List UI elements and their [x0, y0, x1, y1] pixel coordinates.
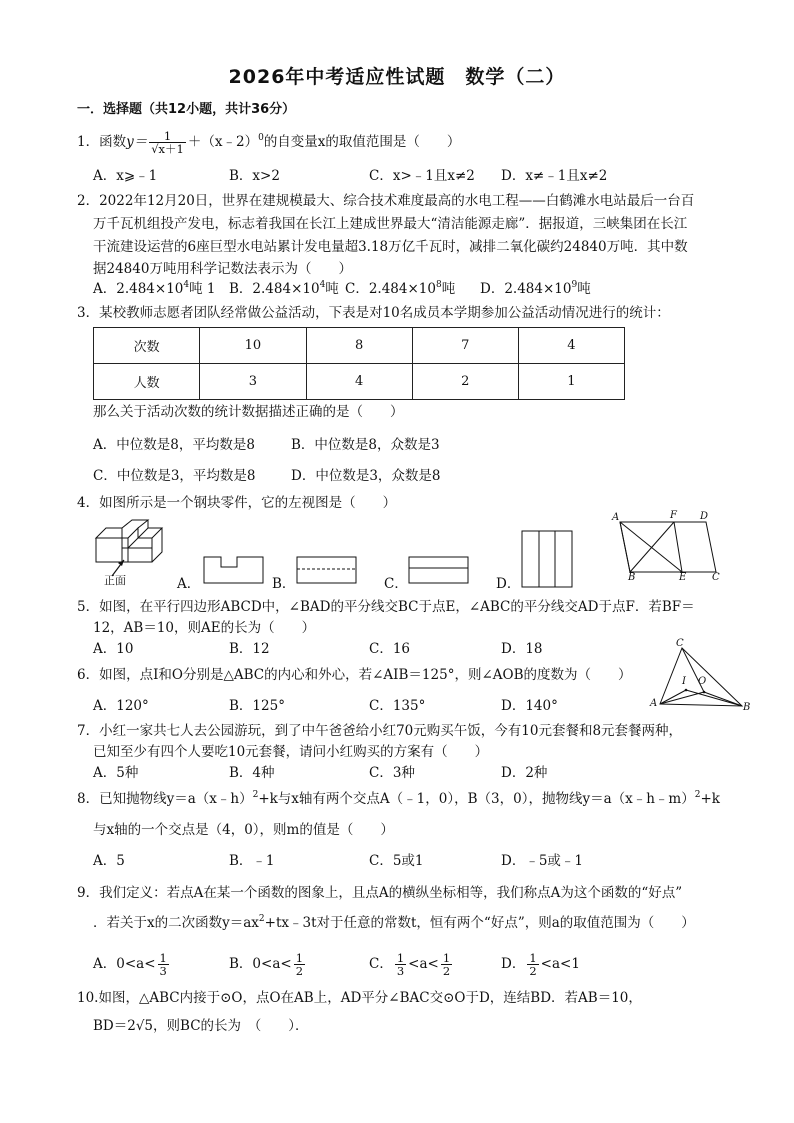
q4-option-c-label[interactable]: C． — [384, 576, 408, 592]
q1-option-d[interactable]: D．x≠﹣1且x≠2 — [501, 168, 608, 184]
q2-option-d[interactable]: D．$2.484\times 10^9$吨 — [480, 280, 591, 297]
q2-option-c[interactable]: C．$2.484\times 10^8$吨 — [345, 280, 456, 297]
question-9-line2: ．若关于x的二次函数$y=ax^2+tx﹣3t$对于任意的常数t，恒有两个“好点”，则a的取值范围为（ ） — [93, 914, 695, 931]
question-10-line1: 10.如图，△ABC内接于⊙O，点O在AB上，AD平分∠BAC交⊙O于D，连结BD．若AB＝10， — [77, 990, 642, 1006]
q1-option-a[interactable]: A．x⩾﹣1 — [93, 168, 158, 184]
table-row — [94, 364, 625, 400]
question-7-line1: 7．小红一家共七人去公园游玩，到了中午爸爸给小红70元购买午饭，今有10元套餐和8元套餐两种， — [77, 723, 683, 739]
fig-label-e: E — [679, 572, 687, 583]
q1-frac-den: √x＋1 — [151, 142, 184, 156]
fig-label-f: F — [670, 510, 677, 521]
question-2-line4: 据24840万吨用科学记数法表示为（ ） — [93, 261, 352, 277]
q5-option-b[interactable]: B．12 — [229, 641, 270, 657]
section-heading: 一．选择题（共12小题，共计36分） — [77, 102, 296, 117]
question-2-line1: 2．2022年12月20日，世界在建规模最大、综合技术难度最高的水电工程——白鹤滩水电站最后一台百 — [77, 193, 695, 209]
q1-option-b[interactable]: B．x>2 — [229, 168, 280, 184]
q7-option-a[interactable]: A．5种 — [93, 765, 139, 781]
table-cell: 3 — [200, 364, 306, 400]
fig-label-a: A — [650, 698, 658, 709]
table-cell: 7 — [412, 328, 518, 364]
q6-option-d[interactable]: D．140° — [501, 698, 558, 714]
exam-title: 2026年中考适应性试题 数学（二） — [228, 66, 566, 88]
front-label: 正面 — [104, 574, 126, 587]
q6-option-b[interactable]: B．125° — [229, 698, 285, 714]
fig-label-a: A — [612, 512, 620, 523]
q7-option-c[interactable]: C．3种 — [369, 765, 415, 781]
table-row — [94, 328, 625, 364]
q8-option-d[interactable]: D．﹣5或﹣1 — [501, 853, 584, 869]
q1-post: 的自变量x的取值范围是（ ） — [263, 134, 461, 150]
q8-option-c[interactable]: C．5或1 — [369, 853, 424, 869]
stats-table — [93, 327, 625, 400]
triangle-figure — [650, 636, 754, 716]
q3-option-c[interactable]: C．中位数是3，平均数是8 — [93, 468, 256, 484]
q8-option-b[interactable]: B．﹣1 — [229, 853, 275, 869]
question-2-line2: 万千瓦机组投产发电，标志着我国在长江上建成世界最大“清洁能源走廊”．据报道，三峡集团在长江 — [93, 216, 688, 232]
q4-option-d-label[interactable]: D． — [496, 576, 521, 592]
fig-label-o: O — [698, 676, 707, 687]
parallelogram-figure — [606, 510, 726, 586]
question-9-line1: 9．我们定义：若点A在某一个函数的图象上，且点A的横纵坐标相等，我们称点A为这个函数的“好点” — [77, 885, 683, 901]
table-cell: 2 — [412, 364, 518, 400]
question-10-line2: BD＝2√5，则BC的长为 （ ）． — [93, 1018, 309, 1034]
question-3-question: 那么关于活动次数的统计数据描述正确的是（ ） — [93, 404, 404, 420]
fig-label-b: B — [628, 572, 636, 583]
question-8-line1: 8．已知抛物线y＝a（x﹣h）$^2$+k与x轴有两个交点A（﹣1，0），B（3，0），抛物线y＝a（x﹣h﹣m）$^2$+k — [77, 790, 720, 807]
q3-option-b[interactable]: B．中位数是8，众数是3 — [291, 437, 440, 453]
q1-y: y＝ — [126, 134, 148, 150]
q4-option-d-view[interactable] — [521, 530, 573, 588]
q6-option-c[interactable]: C．135° — [369, 698, 426, 714]
fig-label-d: D — [700, 511, 709, 522]
q5-option-a[interactable]: A．10 — [93, 641, 134, 657]
q4-option-c-view[interactable] — [408, 555, 470, 585]
q9-option-d[interactable]: D． $\frac{1}{2}$ <a<1 — [501, 951, 580, 978]
question-7-line2: 已知至少有四个人要吃10元套餐，请问小红购买的方案有（ ） — [93, 744, 489, 760]
q2-option-b[interactable]: B．$2.484\times 10^4$吨 — [229, 280, 339, 297]
question-1-stem — [77, 130, 460, 155]
q9-option-a[interactable]: A．0<a< $\frac{1}{3}$ — [93, 951, 167, 978]
table-cell: 8 — [306, 328, 412, 364]
q3-option-a[interactable]: A．中位数是8，平均数是8 — [93, 437, 255, 453]
q2-option-a[interactable]: A．$2.484\times 10^4$吨 1 — [93, 280, 216, 297]
q4-option-b-view[interactable] — [296, 555, 358, 585]
q5-option-d[interactable]: D．18 — [501, 641, 543, 657]
q1-mid: ＋（x﹣2） — [187, 134, 259, 150]
question-8-line2: 与x轴的一个交点是（4，0），则m的值是（ ） — [93, 822, 394, 838]
question-5-line2: 12，AB＝10，则AE的长为（ ） — [93, 620, 316, 636]
q7-option-d[interactable]: D．2种 — [501, 765, 548, 781]
q1-exp: 0 — [258, 133, 264, 143]
q1-frac-num: 1 — [149, 130, 186, 143]
question-4-stem: 4．如图所示是一个钢块零件，它的左视图是（ ） — [77, 495, 397, 511]
table-cell: 1 — [518, 364, 624, 400]
q9-option-c[interactable]: C． $\frac{1}{3}$ <a< $\frac{1}{2}$ — [369, 951, 451, 978]
q7-option-b[interactable]: B．4种 — [229, 765, 275, 781]
fig-label-b: B — [743, 702, 751, 713]
table-cell: 10 — [200, 328, 306, 364]
q1-pre: 1．函数 — [77, 134, 127, 150]
q1-fraction — [149, 130, 186, 155]
q8-option-a[interactable]: A．5 — [93, 853, 125, 869]
q6-option-a[interactable]: A．120° — [93, 698, 149, 714]
fig-label-c: C — [712, 572, 720, 583]
row-header-people: 人数 — [94, 364, 200, 400]
fig-label-i: I — [682, 676, 686, 687]
q5-option-c[interactable]: C．16 — [369, 641, 411, 657]
fig-label-c: C — [676, 638, 684, 649]
question-2-line3: 干流建设运营的6座巨型水电站累计发电量超3.18万亿千瓦时，减排二氧化碳约24840万吨．其中数 — [93, 239, 688, 255]
q1-option-c[interactable]: C．x>﹣1且x≠2 — [369, 168, 475, 184]
question-5-line1: 5．如图，在平行四边形ABCD中，∠BAD的平分线交BC于点E，∠ABC的平分线交AD于点F．若BF＝ — [77, 599, 695, 615]
steel-block-figure — [92, 516, 168, 586]
table-cell: 4 — [518, 328, 624, 364]
q4-option-a-view[interactable] — [203, 555, 265, 585]
question-6-line1: 6．如图，点I和O分别是△ABC的内心和外心，若∠AIB＝125°，则∠AOB的度数为（ ） — [77, 667, 632, 683]
q4-option-b-label[interactable]: B． — [272, 576, 296, 592]
row-header-times: 次数 — [94, 328, 200, 364]
q9-option-b[interactable]: B．0<a< $\frac{1}{2}$ — [229, 951, 304, 978]
q4-option-a-label[interactable]: A． — [177, 576, 201, 592]
question-3-stem: 3．某校教师志愿者团队经常做公益活动，下表是对10名成员本学期参加公益活动情况进行的统计： — [77, 305, 670, 321]
q3-option-d[interactable]: D．中位数是3，众数是8 — [291, 468, 441, 484]
table-cell: 4 — [306, 364, 412, 400]
